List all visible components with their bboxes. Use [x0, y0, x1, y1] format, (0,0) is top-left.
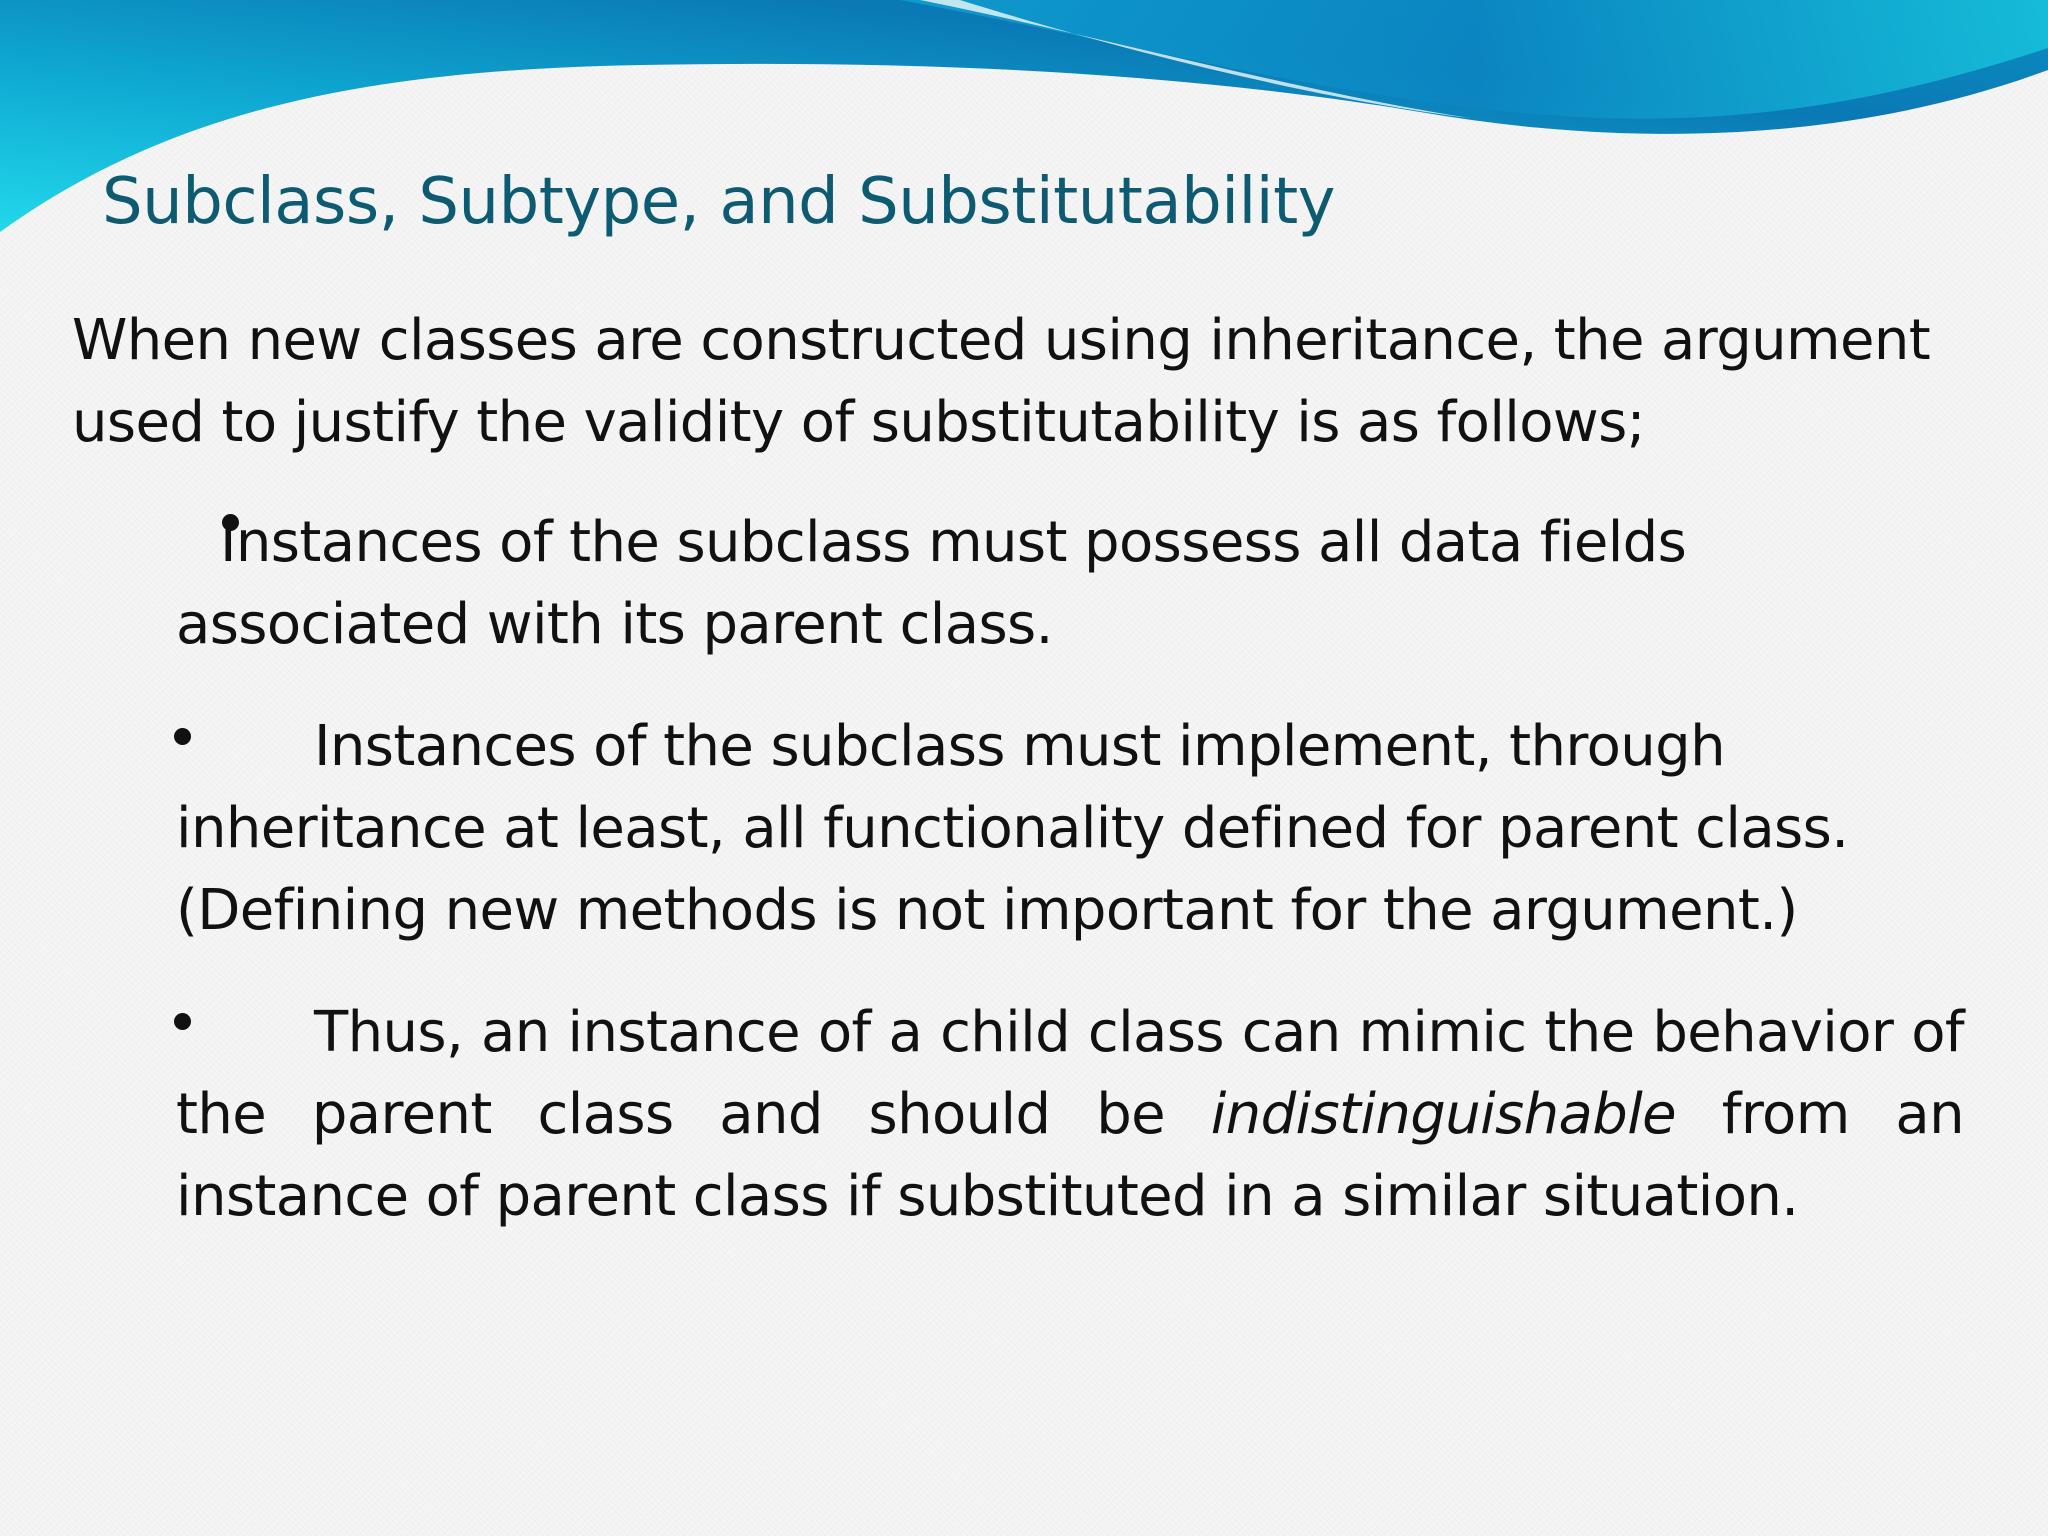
slide-title: Subclass, Subtype, and Substitutability [102, 165, 1336, 239]
bullet-item-2: Instances of the subclass must implement, through inheritance at least, all functionality defined for parent class. (Defining new methods is not important for the argument.) [176, 714, 1849, 943]
bullet-3-text-before: Thus, an instance of a child class can mimic the behavior of the parent class and should be [176, 1000, 1964, 1147]
bullet-3-emphasis: indistinguishable [1210, 1082, 1676, 1147]
bullet-3-text-after: from an instance of parent class if substituted in a similar situation. [176, 1082, 1964, 1229]
intro-paragraph: When new classes are constructed using inheritance, the argument used to justify the validity of substitutability is as follows; [72, 308, 1931, 455]
bullet-item-3 [176, 992, 1964, 1238]
bullet-item-1: Instances of the subclass must possess all data fields associated with its parent class. [176, 510, 1687, 657]
